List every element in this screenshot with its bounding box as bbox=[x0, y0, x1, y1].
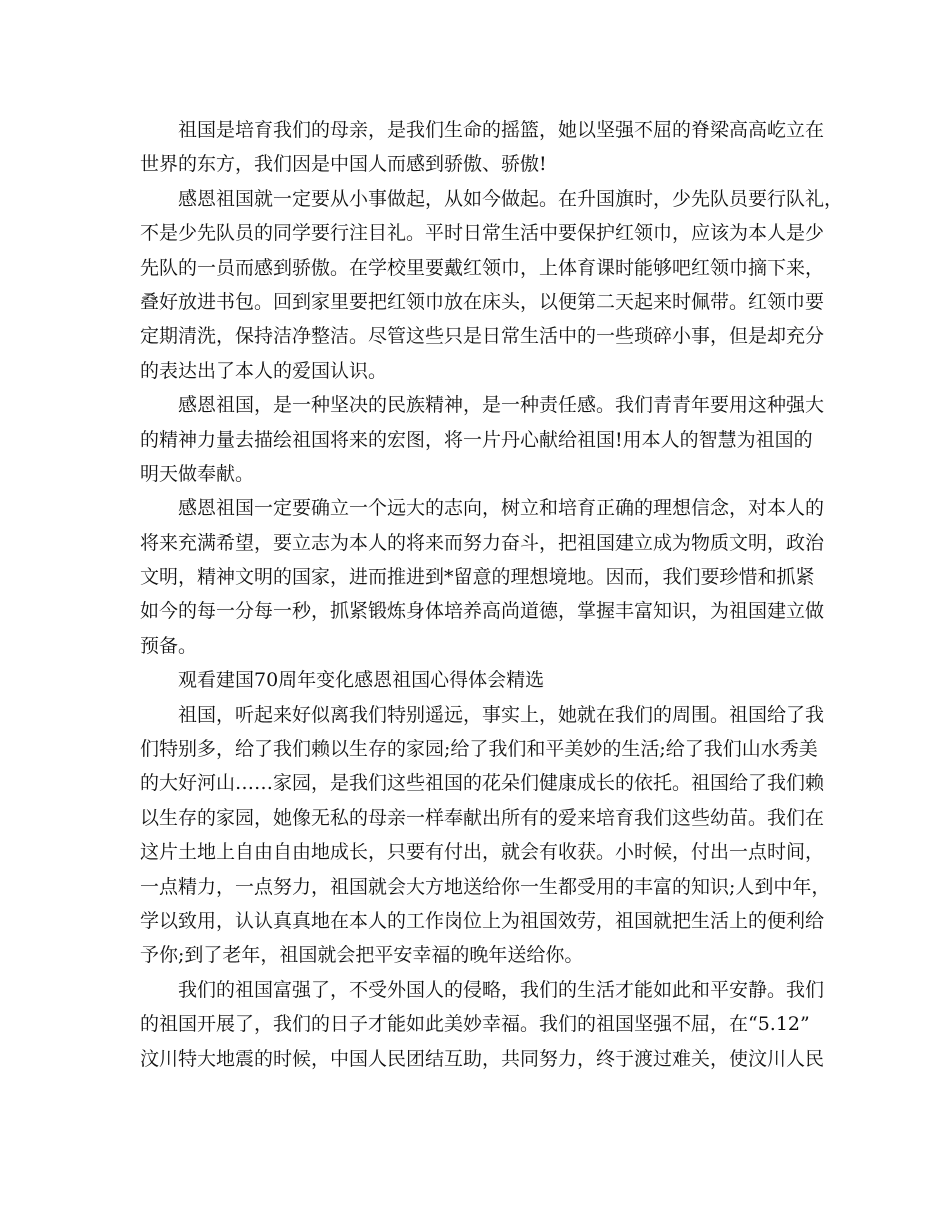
text-line: 不是少先队员的同学要行注目礼。平时日常生活中要保护红领巾，应该为本人是少 bbox=[140, 222, 825, 245]
text-line: 感恩祖国就一定要从小事做起，从如今做起。在升国旗时，少先队员要行队礼， bbox=[178, 187, 844, 210]
text-line: 预备。 bbox=[140, 634, 198, 657]
text-line: 感恩祖国，是一种坚决的民族精神，是一种责任感。我们青青年要用这种强大 bbox=[178, 394, 825, 417]
text-line: 定期清洗，保持洁净整洁。尽管这些只是日常生活中的一些琐碎小事，但是却充分 bbox=[140, 325, 825, 348]
document-body bbox=[140, 113, 844, 1076]
text-line: 学以致用，认认真真地在本人的工作岗位上为祖国效劳，祖国就把生活上的便利给 bbox=[140, 909, 825, 932]
text-line: 这片土地上自由自由地成长，只要有付出，就会有收获。小时候，付出一点时间， bbox=[140, 841, 825, 864]
text-line: 祖国是培育我们的母亲，是我们生命的摇篮，她以坚强不屈的脊梁高高屹立在 bbox=[178, 119, 825, 141]
text-line: 世界的东方，我们因是中国人而感到骄傲、骄傲! bbox=[140, 153, 547, 176]
text-line: 的精神力量去描绘祖国将来的宏图，将一片丹心献给祖国!用本人的智慧为祖国的 bbox=[140, 428, 813, 451]
text-line: 文明，精神文明的国家，进而推进到*留意的理想境地。因而，我们要珍惜和抓紧 bbox=[140, 566, 815, 589]
text-line: 感恩祖国一定要确立一个远大的志向，树立和培育正确的理想信念，对本人的 bbox=[178, 497, 825, 520]
text-line: 们特别多，给了我们赖以生存的家园;给了我们和平美妙的生活;给了我们山水秀美 bbox=[140, 738, 818, 761]
text-line: 先队的一员而感到骄傲。在学校里要戴红领巾，上体育课时能够吧红领巾摘下来， bbox=[140, 256, 825, 279]
text-line: 我们的祖国富强了，不受外国人的侵略，我们的生活才能如此和平安静。我们 bbox=[178, 978, 825, 1001]
text-line: 汶川特大地震的时候，中国人民团结互助，共同努力，终于渡过难关，使汶川人民 bbox=[140, 1047, 825, 1070]
text-line: 的祖国开展了，我们的日子才能如此美妙幸福。我们的祖国坚强不屈，在“5.12” bbox=[140, 1013, 810, 1036]
text-line: 叠好放进书包。回到家里要把红领巾放在床头，以便第二天起来时佩带。红领巾要 bbox=[140, 290, 825, 313]
text-line: 的大好河山……家园，是我们这些祖国的花朵们健康成长的依托。祖国给了我们赖 bbox=[140, 772, 825, 795]
text-line: 如今的每一分每一秒，抓紧锻炼身体培养高尚道德，掌握丰富知识，为祖国建立做 bbox=[140, 600, 825, 623]
text-line: 一点精力，一点努力，祖国就会大方地送给你一生都受用的丰富的知识;人到中年， bbox=[140, 875, 831, 898]
text-line: 以生存的家园，她像无私的母亲一样奉献出所有的爱来培育我们这些幼苗。我们在 bbox=[140, 806, 825, 829]
text-line: 的表达出了本人的爱国认识。 bbox=[140, 359, 388, 382]
text-line: 观看建国70周年变化感恩祖国心得体会精选 bbox=[178, 669, 545, 692]
text-line: 祖国，听起来好似离我们特别遥远，事实上，她就在我们的周围。祖国给了我 bbox=[178, 703, 825, 726]
text-line: 明天做奉献。 bbox=[140, 462, 255, 485]
text-line: 予你;到了老年，祖国就会把平安幸福的晚年送给你。 bbox=[140, 944, 584, 967]
text-line: 将来充满希望，要立志为本人的将来而努力奋斗，把祖国建立成为物质文明，政治 bbox=[140, 531, 825, 554]
